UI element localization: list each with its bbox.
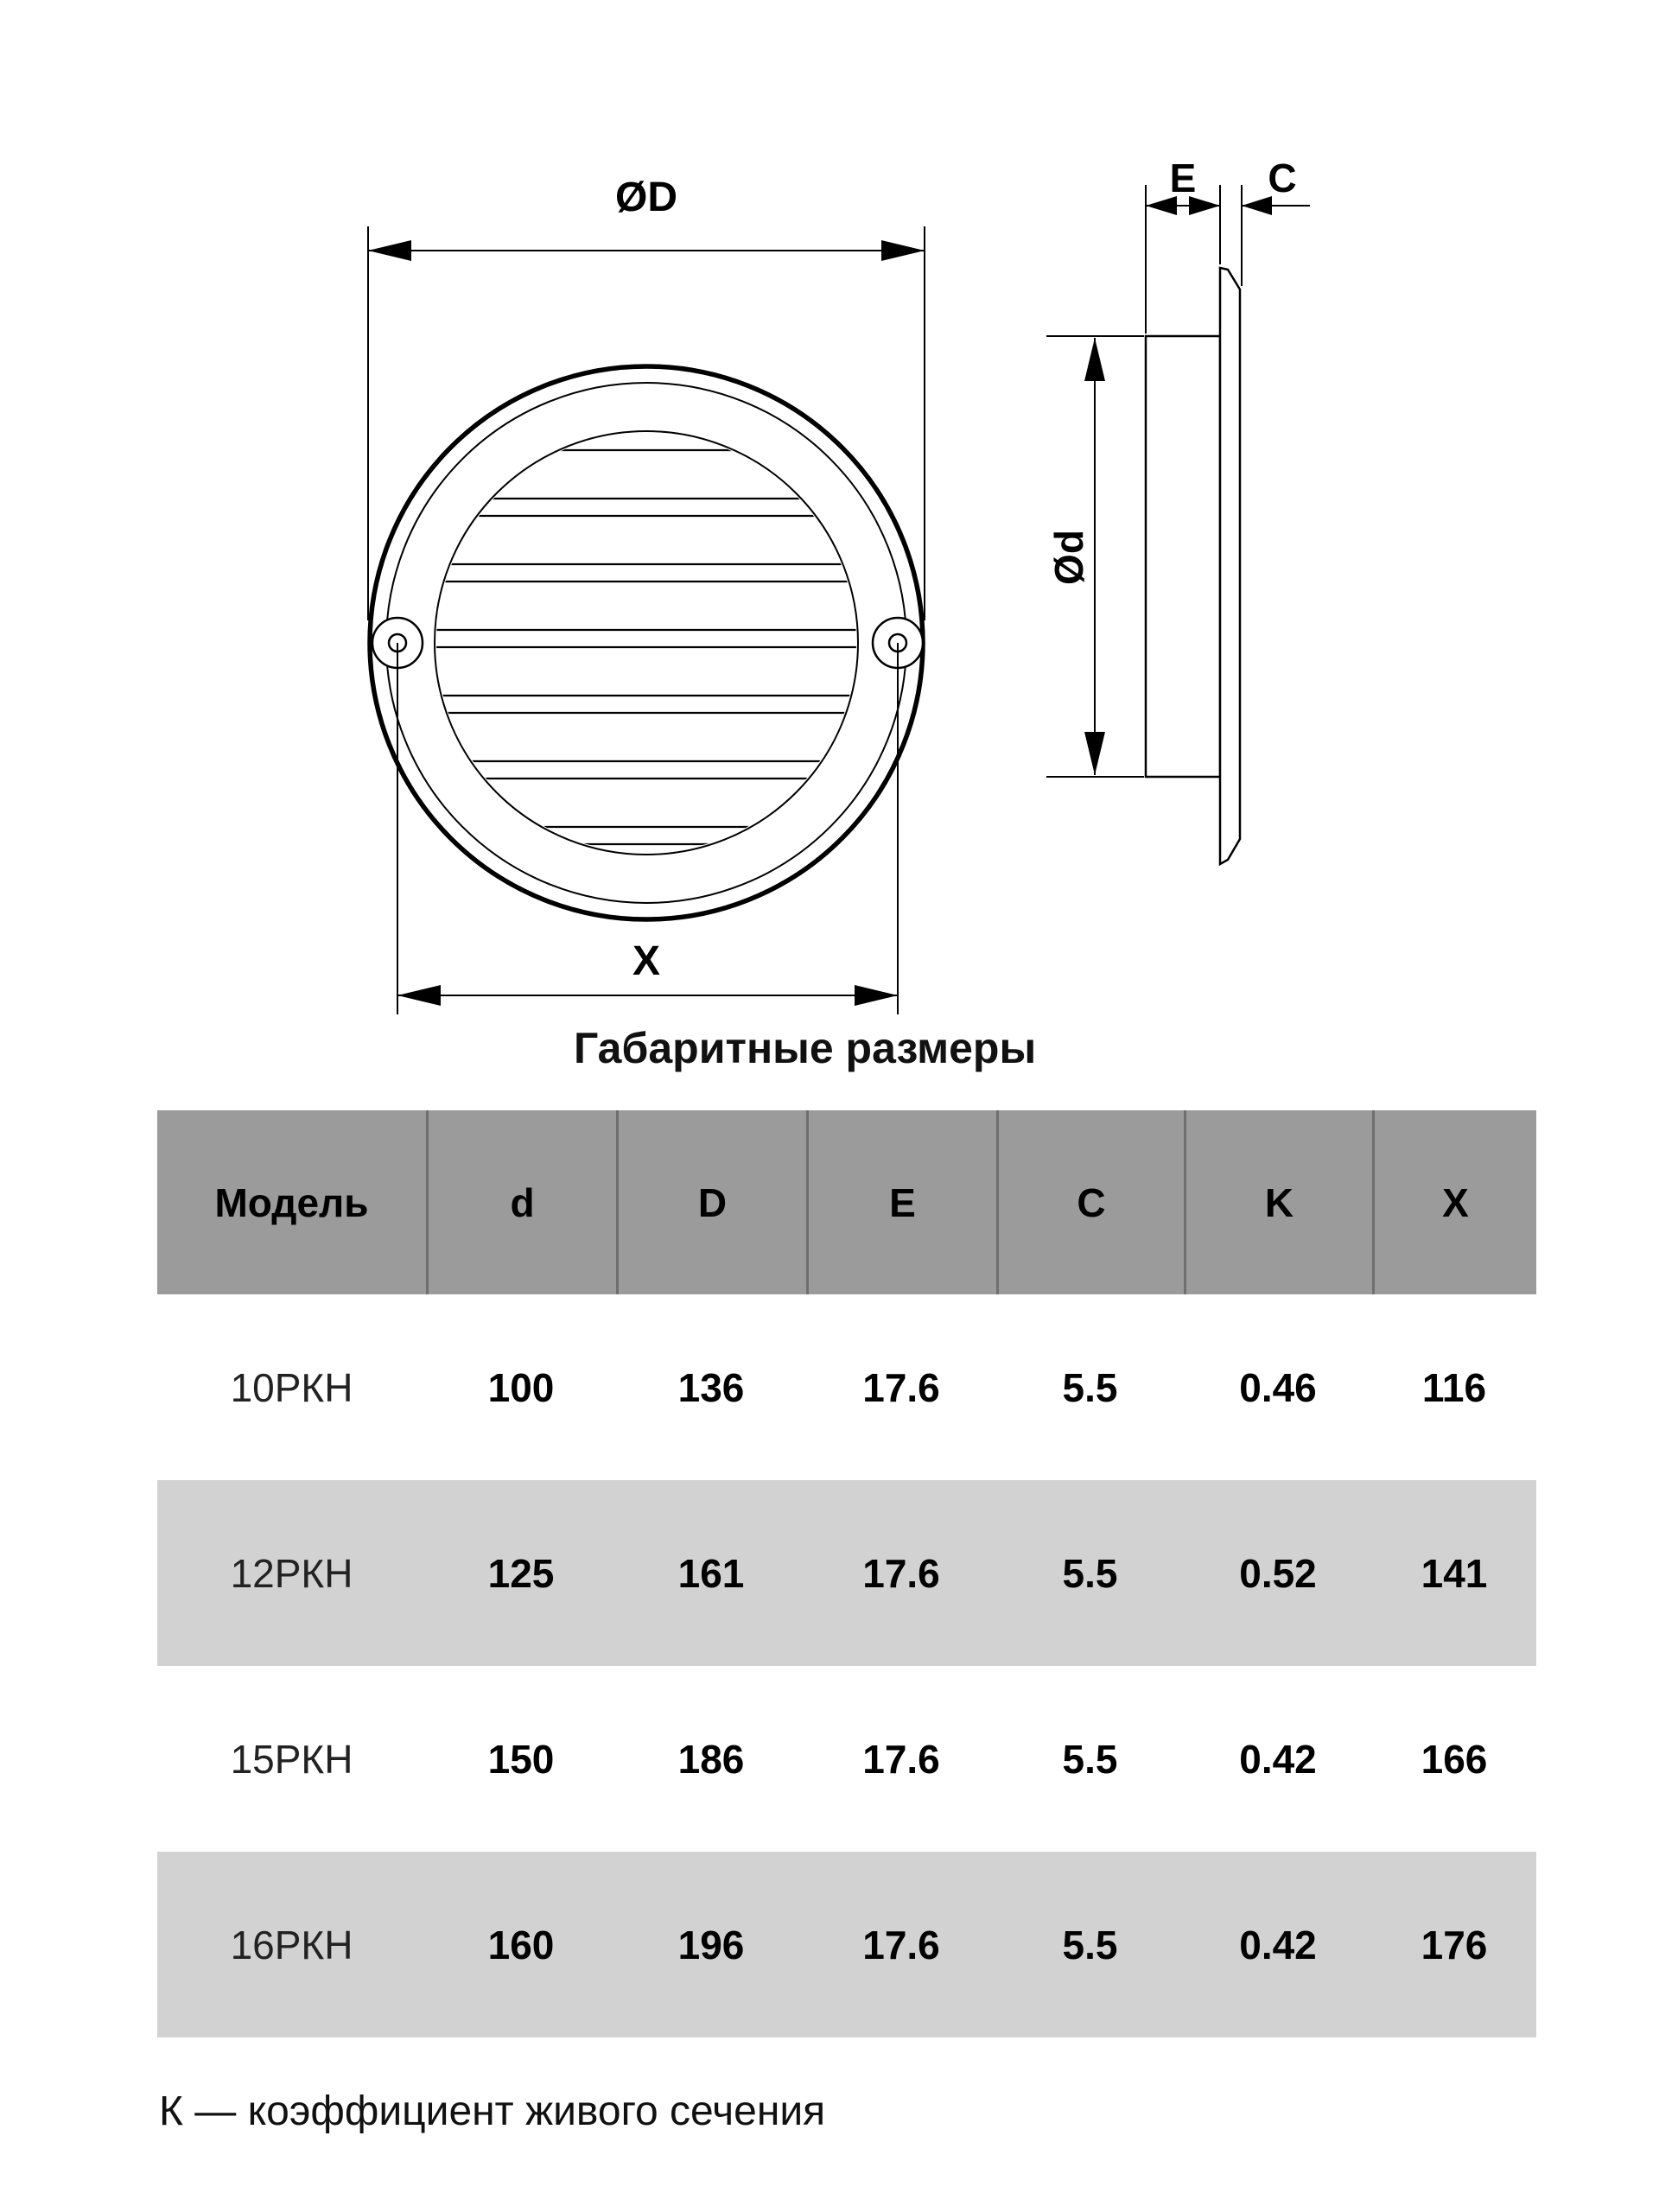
- louver-slats: [432, 450, 861, 844]
- flange-plate: [1220, 268, 1240, 864]
- dimension-hole-spacing: [397, 643, 898, 1014]
- value-C: 5.5: [1062, 1736, 1118, 1782]
- value-D: 136: [677, 1364, 745, 1410]
- model-name: 12РКН: [230, 1550, 353, 1596]
- dimension-drawing: [0, 0, 1659, 1020]
- spigot-depth-label: E: [1169, 156, 1197, 200]
- section-title: Габаритные размеры: [574, 1024, 1037, 1072]
- value-E: 17.6: [862, 1736, 940, 1782]
- model-name: 15РКН: [230, 1736, 353, 1782]
- column-header-D: D: [616, 1110, 806, 1294]
- front-view: [368, 175, 925, 1014]
- dimensions-table: [157, 1110, 1536, 2037]
- table-row: [157, 1480, 1536, 1666]
- value-X: 141: [1421, 1550, 1488, 1596]
- value-K: 0.46: [1239, 1364, 1317, 1410]
- value-C: 5.5: [1062, 1364, 1118, 1410]
- value-d: 160: [487, 1922, 555, 1967]
- model-name: 10РКН: [230, 1364, 353, 1410]
- value-D: 161: [677, 1550, 745, 1596]
- arrowhead-down-icon: [1084, 732, 1105, 775]
- arrowhead-left-icon: [397, 985, 441, 1006]
- hole-spacing-label: X: [632, 938, 661, 984]
- dimension-outer-diameter: [368, 175, 925, 620]
- value-E: 17.6: [862, 1922, 940, 1967]
- arrowhead-left-icon: [368, 240, 411, 261]
- column-header-E: E: [806, 1110, 996, 1294]
- dimension-spigot-depth: [1146, 156, 1220, 334]
- value-K: 0.42: [1239, 1922, 1317, 1967]
- column-header-X: X: [1372, 1110, 1536, 1294]
- table-row: [157, 1852, 1536, 2037]
- model-name: 16РКН: [230, 1922, 353, 1967]
- value-X: 116: [1421, 1364, 1487, 1410]
- outer-diameter-label: ØD: [615, 175, 677, 220]
- value-X: 176: [1421, 1922, 1488, 1967]
- grille-inner-rim: [386, 383, 906, 903]
- value-C: 5.5: [1062, 1922, 1118, 1967]
- value-C: 5.5: [1062, 1550, 1118, 1596]
- table-header-row: [157, 1110, 1536, 1294]
- column-header-C: C: [996, 1110, 1184, 1294]
- arrowhead-up-icon: [1084, 338, 1105, 381]
- column-header-K: K: [1184, 1110, 1372, 1294]
- table-row: [157, 1666, 1536, 1852]
- arrowhead-right-icon: [881, 240, 925, 261]
- dimension-duct-diameter: [1046, 336, 1144, 777]
- footnote: К — коэффициент живого сечения: [159, 2088, 826, 2134]
- table-row: [157, 1294, 1536, 1480]
- column-header-model: Модель: [214, 1179, 369, 1225]
- value-D: 186: [677, 1736, 745, 1782]
- side-view: [1046, 156, 1310, 864]
- value-d: 150: [487, 1736, 555, 1782]
- value-K: 0.42: [1239, 1736, 1317, 1782]
- column-header-d: d: [426, 1110, 616, 1294]
- value-d: 100: [487, 1364, 555, 1410]
- value-E: 17.6: [862, 1364, 940, 1410]
- louver-area-circle: [435, 431, 858, 855]
- value-D: 196: [677, 1922, 745, 1967]
- value-X: 166: [1421, 1736, 1488, 1782]
- flange-thickness-label: C: [1268, 156, 1297, 200]
- arrowhead-right-icon: [855, 985, 898, 1006]
- duct-diameter-label: Ød: [1046, 530, 1091, 585]
- value-K: 0.52: [1239, 1550, 1317, 1596]
- dimension-flange-thickness: [1242, 156, 1310, 286]
- value-d: 125: [487, 1550, 555, 1596]
- duct-spigot: [1146, 336, 1220, 777]
- value-E: 17.6: [862, 1550, 940, 1596]
